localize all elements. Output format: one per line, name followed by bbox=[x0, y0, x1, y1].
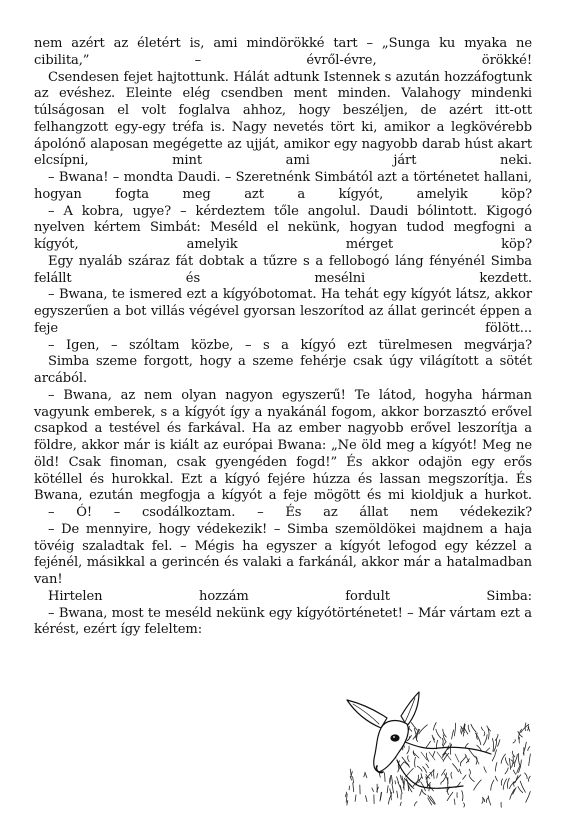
grass-stroke bbox=[434, 769, 435, 778]
grass-stroke bbox=[437, 774, 438, 779]
grass-stroke bbox=[498, 740, 500, 747]
grass-stroke bbox=[495, 776, 497, 781]
grass-stroke bbox=[391, 796, 392, 800]
grass-stroke bbox=[461, 728, 462, 735]
grass-stroke bbox=[486, 797, 488, 802]
grass-stroke bbox=[515, 754, 518, 762]
grass-stroke bbox=[350, 769, 351, 777]
grass-stroke bbox=[366, 796, 368, 802]
grass-stroke bbox=[347, 801, 348, 806]
grass-stroke bbox=[462, 791, 463, 801]
grass-stroke bbox=[426, 753, 428, 761]
grass-stroke bbox=[528, 747, 530, 751]
grass-stroke bbox=[415, 802, 417, 806]
grass-stroke bbox=[402, 776, 403, 783]
grass-stroke bbox=[459, 769, 461, 774]
grass-stroke bbox=[395, 781, 396, 784]
grass-stroke bbox=[391, 775, 392, 783]
grass-stroke bbox=[501, 779, 502, 785]
paragraph: – Bwana, az nem olyan nagyon egyszerű! Te látod, hogyha hárman vagyunk emberek, s a kígyót így a nyakánál fogom, akkor borzasztó erővel csapkod a testével és farkával. Ha az ember nagyobb erővel leszorítja a földre, akkor már is kiált az európai Bwana: „Ne öld meg a kígyót! Meg ne öld! Csak finoman, csak gyengéden fogd!” És akkor odajön egy erős kötéllel és hurokkal. Ezt a kígyó fejére húzza és lassan megszorítja. És Bwana, ezután megfogja a kígyót a feje mögött és mi kioldjuk a hurkot. bbox=[34, 387, 532, 504]
grass-stroke bbox=[461, 756, 466, 762]
grass-stroke bbox=[364, 773, 365, 777]
deer-figure bbox=[347, 692, 491, 788]
grass-stroke bbox=[471, 724, 476, 732]
paragraph: – Bwana, most te meséld nekünk egy kígyótörténetet! – Már vártam ezt a kérést, ezért így feleltem: bbox=[34, 605, 532, 638]
grass-stroke bbox=[463, 775, 466, 779]
grass-stroke bbox=[397, 777, 399, 783]
grass-stroke bbox=[484, 767, 486, 773]
grass-stroke bbox=[465, 743, 468, 747]
grass-stroke bbox=[426, 741, 431, 747]
grass-stroke bbox=[509, 758, 510, 769]
grass-stroke bbox=[512, 756, 514, 767]
grass-stroke bbox=[488, 729, 489, 740]
grass-stroke bbox=[450, 743, 451, 754]
grass-stroke bbox=[408, 756, 410, 762]
grass-stroke bbox=[397, 791, 398, 798]
grass-stroke bbox=[486, 748, 490, 752]
grass-stroke bbox=[427, 783, 433, 791]
grass-stroke bbox=[400, 802, 401, 806]
grass-stroke bbox=[433, 751, 435, 757]
grass-stroke bbox=[460, 762, 461, 766]
paragraph: Egy nyaláb száraz fát dobtak a tűzre s a fellobogó láng fényénél Simba felállt és mesélni kezdett. bbox=[34, 253, 532, 286]
grass-stroke bbox=[481, 727, 483, 731]
grass-stroke bbox=[423, 767, 427, 773]
grass-stroke bbox=[513, 770, 515, 774]
grass-stroke bbox=[442, 738, 443, 745]
grass-stroke bbox=[345, 792, 346, 797]
grass-stroke bbox=[353, 777, 354, 783]
paragraph: – Igen, – szóltam közbe, – s a kígyó ezt türelmesen megvárja? bbox=[48, 337, 532, 353]
grass-stroke bbox=[400, 786, 402, 794]
grass-stroke bbox=[491, 780, 494, 790]
grass-stroke bbox=[372, 788, 374, 792]
grass-stroke bbox=[529, 754, 531, 766]
grass-stroke bbox=[387, 786, 388, 793]
grass-stroke bbox=[392, 784, 394, 793]
grass-stroke bbox=[474, 780, 482, 790]
grass-stroke bbox=[507, 778, 509, 788]
paragraph: – Ó! – csodálkoztam. – És az állat nem védekezik? bbox=[48, 505, 532, 520]
grass-stroke bbox=[482, 799, 483, 804]
grass-stroke bbox=[419, 725, 428, 734]
grass-stroke bbox=[518, 753, 519, 765]
grass-stroke bbox=[505, 768, 508, 774]
grass-stroke bbox=[408, 737, 410, 741]
grass-stroke bbox=[483, 735, 487, 745]
grass-stroke bbox=[503, 779, 506, 790]
grass-stroke bbox=[417, 766, 422, 771]
paragraph: Hirtelen hozzám fordult Simba: bbox=[48, 588, 532, 604]
grass-stroke bbox=[484, 732, 485, 736]
grass-stroke bbox=[525, 773, 528, 779]
paragraph: – Bwana, te ismered ezt a kígyóbotomat. Ha tehát egy kígyót látsz, akkor egyszerűen a bot villás végével gyorsan leszorítod az állat gerincét éppen a feje fölött... bbox=[34, 287, 532, 336]
paragraph: nem azért az életért is, ami mindörökké tart – „Sunga ku myaka ne cibilita,” – évről-évre, örökké! bbox=[34, 36, 532, 68]
paragraph: – De mennyire, hogy védekezik! – Simba szemöldökei majdnem a haja tövéig szaladtak fel. – Mégis ha egyszer a kígyót lefogod egy kézzel a fejénél, másikkal a gerincén és valaki a farkánál, akkor már a hatalmadban van! bbox=[34, 521, 532, 587]
grass-stroke bbox=[426, 770, 434, 779]
grass-stroke bbox=[454, 723, 455, 736]
grass-stroke bbox=[468, 725, 470, 732]
grass-stroke bbox=[518, 787, 523, 793]
grass-stroke bbox=[529, 776, 531, 781]
grass-stroke bbox=[510, 789, 515, 799]
grass-strokes bbox=[345, 723, 530, 808]
grass-stroke bbox=[422, 791, 426, 795]
grass-stroke bbox=[526, 792, 531, 803]
grass-stroke bbox=[452, 730, 454, 739]
paragraph: Csendesen fejet hajtottunk. Hálát adtunk Istennek s azután hozzáfogtunk az evéshez. Eleinte elég csendben ment minden. Valahogy mindenki túlságosan el volt foglalva ahhoz, hogy beszéljen, de azért itt-ott felhangzott egy-egy tréfa is. Nagy nevetés tört ki, amikor a legkövérebb ápolónő alaposan megégette az ujját, amikor egy nagyobb darab húst akart elcsípni, mint ami járt neki. bbox=[34, 69, 532, 169]
grass-stroke bbox=[400, 775, 401, 780]
body-text bbox=[34, 36, 532, 639]
grass-stroke bbox=[464, 803, 465, 807]
paragraph: Simba szeme forgott, hogy a szeme fehérje csak úgy világított a sötét arcából. bbox=[34, 354, 532, 386]
grass-stroke bbox=[469, 769, 470, 774]
grass-stroke bbox=[353, 783, 354, 792]
grass-stroke bbox=[513, 740, 515, 743]
grass-stroke bbox=[385, 773, 386, 782]
grass-stroke bbox=[527, 726, 529, 731]
grass-stroke bbox=[495, 763, 497, 772]
grass-stroke bbox=[415, 757, 416, 767]
grass-stroke bbox=[453, 764, 459, 772]
grass-stroke bbox=[451, 772, 452, 778]
grass-stroke bbox=[469, 775, 474, 782]
grass-stroke bbox=[436, 729, 441, 738]
grass-stroke bbox=[351, 772, 352, 776]
grass-stroke bbox=[346, 794, 347, 803]
grass-stroke bbox=[388, 798, 389, 804]
grass-stroke bbox=[441, 781, 444, 784]
grass-stroke bbox=[426, 764, 429, 768]
grass-stroke bbox=[492, 739, 493, 752]
grass-stroke bbox=[454, 799, 455, 805]
grass-stroke bbox=[501, 754, 505, 763]
deer-illustration bbox=[335, 690, 535, 810]
grass-stroke bbox=[407, 746, 409, 754]
grass-stroke bbox=[433, 723, 436, 731]
grass-stroke bbox=[355, 795, 356, 802]
grass-stroke bbox=[407, 779, 409, 791]
paragraph: – A kobra, ugye? – kérdeztem tőle angolul. Daudi bólintott. Kigogó nyelven kértem Simbát: Meséld el nekünk, hogyan tudod megfogni a kígyót, amelyik mérget köp? bbox=[34, 203, 532, 252]
grass-stroke bbox=[476, 733, 481, 745]
paragraph: – Bwana! – mondta Daudi. – Szeretnénk Simbától azt a történetet hallani, hogyan fogta meg azt a kígyót, amelyik köp? bbox=[34, 170, 532, 202]
grass-stroke bbox=[420, 789, 422, 795]
grass-stroke bbox=[469, 749, 475, 757]
grass-stroke bbox=[505, 758, 508, 765]
